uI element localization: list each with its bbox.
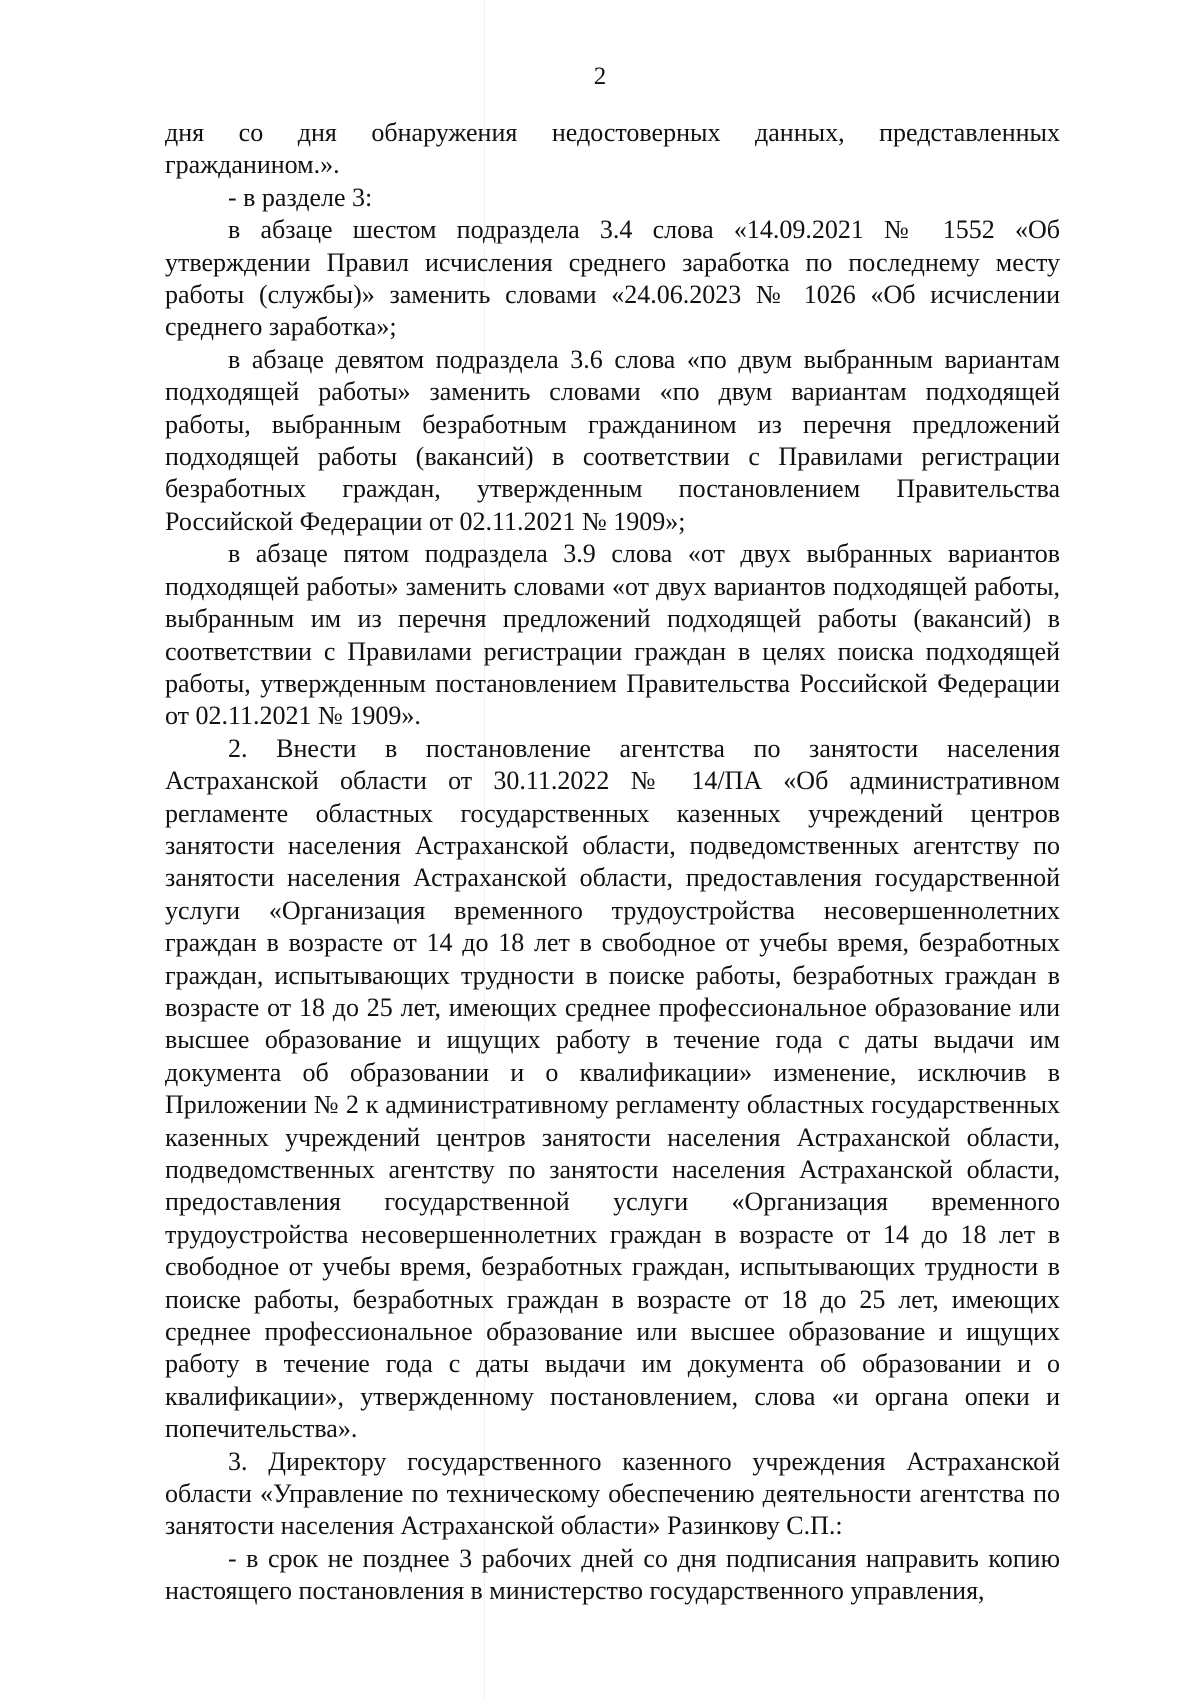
- paragraph-section-3-heading: - в разделе 3:: [228, 182, 373, 212]
- paragraph-continuation: дня со дня обнаружения недостоверных данных, представленных гражданином.».: [165, 118, 1060, 180]
- paragraph-subsection-3-6: в абзаце девятом подраздела 3.6 слова «по двум выбранным вариантам подходящей работы» заменить словами «по двум вариантам подходящей работы, выбранным безработным гражданином из перечня предложений подходящей работы (вакансий) в соответствии с Правилами регистрации безработных граждан, утвержденным постановлением Правительства Российской Федерации от 02.11.2021 № 1909»;: [165, 344, 1060, 536]
- paragraph-item-2: 2. Внести в постановление агентства по занятости населения Астраханской области от 30.11.2022 № 14/ПА «Об административном регламенте областных государственных казенных учреждений центров занятости населения Астраханской области, подведомственных агентству по занятости населения Астраханской области, предоставления государственной услуги «Организация временного трудоустройства несовершеннолетних граждан в возрасте от 14 до 18 лет в свободное от учебы время, безработных граждан, испытывающих трудности в поиске работы, безработных граждан в возрасте от 18 до 25 лет, имеющих среднее профессиональное образование или высшее образование и ищущих работу в течение года с даты выдачи им документа об образовании и о квалификации» изменение, исключив в Приложении № 2 к административному регламенту областных государственных казенных учреждений центров занятости населения Астраханской области, подведомственных агентству по занятости населения Астраханской области, предоставления государственной услуги «Организация временного трудоустройства несовершеннолетних граждан в возрасте от 14 до 18 лет в свободное от учебы время, безработных граждан, испытывающих трудности в поиске работы, безработных граждан в возрасте от 18 до 25 лет, имеющих среднее профессиональное образование или высшее образование и ищущих работу в течение года с даты выдачи им документа об образовании и о квалификации», утвержденному постановлением, слова «и органа опеки и попечительства».: [165, 733, 1060, 1444]
- page-number: 2: [593, 63, 607, 90]
- paragraph-subsection-3-4: в абзаце шестом подраздела 3.4 слова «14.09.2021 № 1552 «Об утверждении Правил исчисления среднего заработка по последнему месту работы (службы)» заменить словами «24.06.2023 № 1026 «Об исчислении среднего заработка»;: [165, 215, 1060, 342]
- paragraph-item-3: 3. Директору государственного казенного учреждения Астраханской области «Управление по техническому обеспечению деятельности агентства по занятости населения Астраханской области» Разинкову С.П.:: [165, 1446, 1060, 1541]
- paragraph-item-3-bullet: - в срок не позднее 3 рабочих дней со дня подписания направить копию настоящего постановления в министерство государственного управления,: [165, 1543, 1060, 1606]
- document-body: [165, 117, 1060, 1608]
- paragraph-subsection-3-9: в абзаце пятом подраздела 3.9 слова «от двух выбранных вариантов подходящей работы» заменить словами «от двух вариантов подходящей работы, выбранным им из перечня предложений подходящей работы (вакансий) в соответствии с Правилами регистрации граждан в целях поиска подходящей работы, утвержденным постановлением Правительства Российской Федерации от 02.11.2021 № 1909».: [165, 539, 1060, 731]
